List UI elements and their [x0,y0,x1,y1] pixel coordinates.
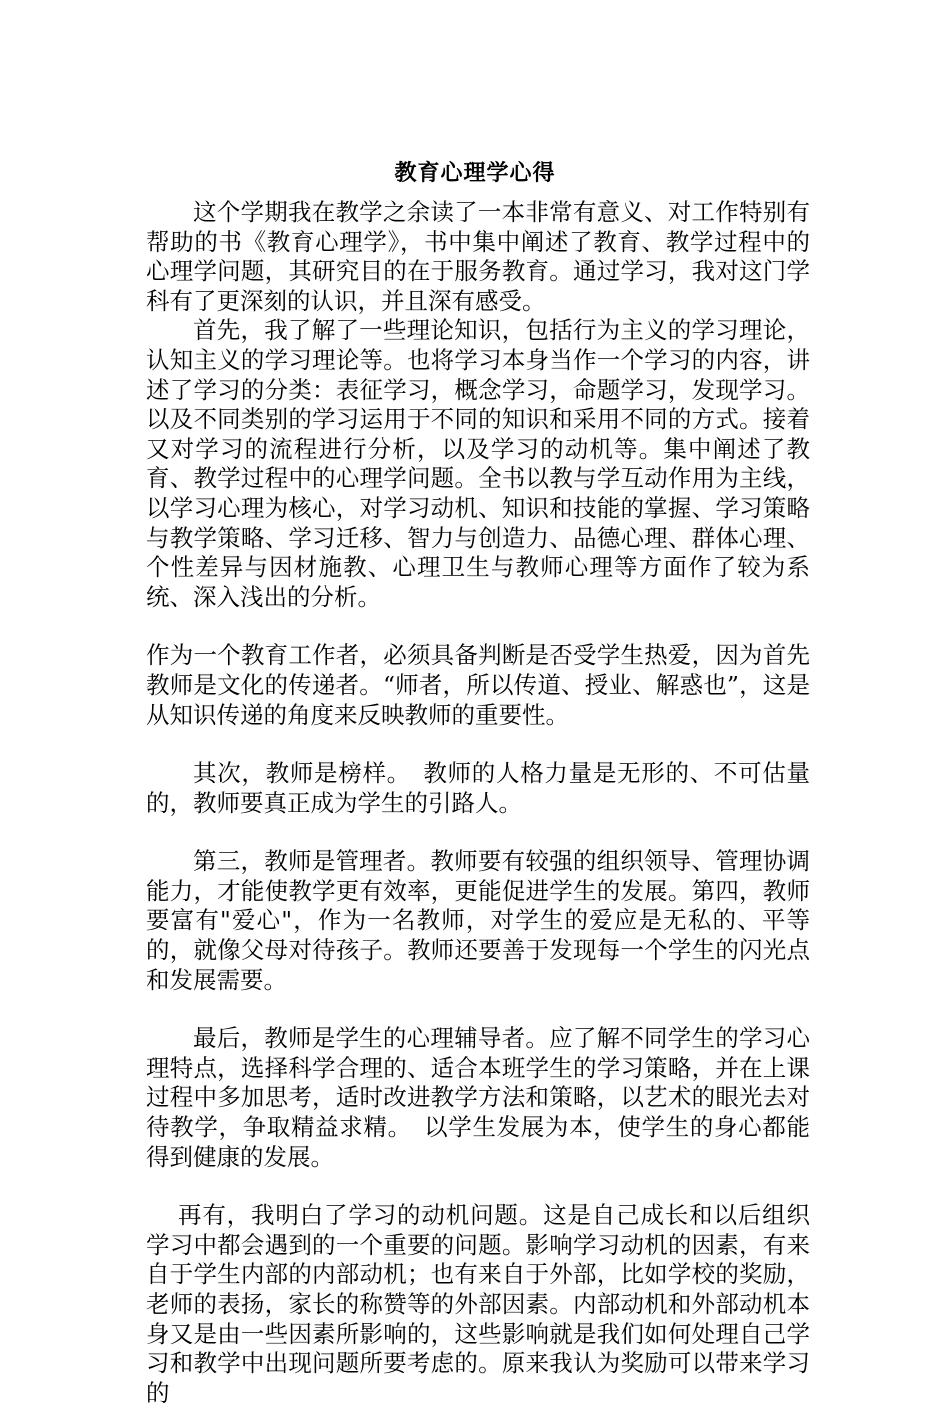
paragraph-motivation: 再有，我明白了学习的动机问题。这是自己成长和以后组织学习中都会遇到的一个重要的问题。影响学习动机的因素，有来自于学生内部的内部动机；也有来自于外部，比如学校的奖励，老师的表扬，家长的称赞等的外部因素。内部动机和外部动机本身又是由一些因素所影响的，这些影响就是我们如何处理自己学习和教学中出现问题所要考虑的。原来我认为奖励可以带来学习的 [146,1201,810,1407]
document-title: 教育心理学心得 [394,160,556,186]
paragraph-manager: 第三，教师是管理者。教师要有较强的组织领导、管理协调能力，才能使教学更有效率，更能促进学生的发展。第四，教师要富有"爱心"，作为一名教师，对学生的爱应是无私的、平等的，就像父母对待孩子。教师还要善于发现每一个学生的闪光点和发展需要。 [146,847,810,994]
document-body [146,198,810,1408]
paragraph-counselor: 最后，教师是学生的心理辅导者。应了解不同学生的学习心理特点，选择科学合理的、适合本班学生的学习策略，并在上课过程中多加思考，适时改进教学方法和策略，以艺术的眼光去对待教学，争取精益求精。 以学生发展为本，使学生的身心都能得到健康的发展。 [146,1024,810,1171]
paragraph-role-model: 其次，教师是榜样。 教师的人格力量是无形的、不可估量的，教师要真正成为学生的引路人。 [146,759,810,817]
paragraph-teacher-role: 作为一个教育工作者，必须具备判断是否受学生热爱，因为首先教师是文化的传递者。“师者，所以传道、授业、解惑也”，这是从知识传递的角度来反映教师的重要性。 [146,641,810,729]
paragraph-intro: 这个学期我在教学之余读了一本非常有意义、对工作特别有帮助的书《教育心理学》，书中集中阐述了教育、教学过程中的心理学问题，其研究目的在于服务教育。通过学习，我对这门学科有了更深刻的认识，并且深有感受。 [146,198,810,315]
paragraph-theory: 首先，我了解了一些理论知识，包括行为主义的学习理论，认知主义的学习理论等。也将学习本身当作一个学习的内容，讲述了学习的分类：表征学习，概念学习，命题学习，发现学习。以及不同类别的学习运用于不同的知识和采用不同的方式。接着又对学习的流程进行分析，以及学习的动机等。集中阐述了教育、教学过程中的心理学问题。全书以教与学互动作用为主线，以学习心理为核心，对学习动机、知识和技能的掌握、学习策略与教学策略、学习迁移、智力与创造力、品德心理、群体心理、个性差异与因材施教、心理卫生与教师心理等方面作了较为系统、深入浅出的分析。 [146,316,810,611]
